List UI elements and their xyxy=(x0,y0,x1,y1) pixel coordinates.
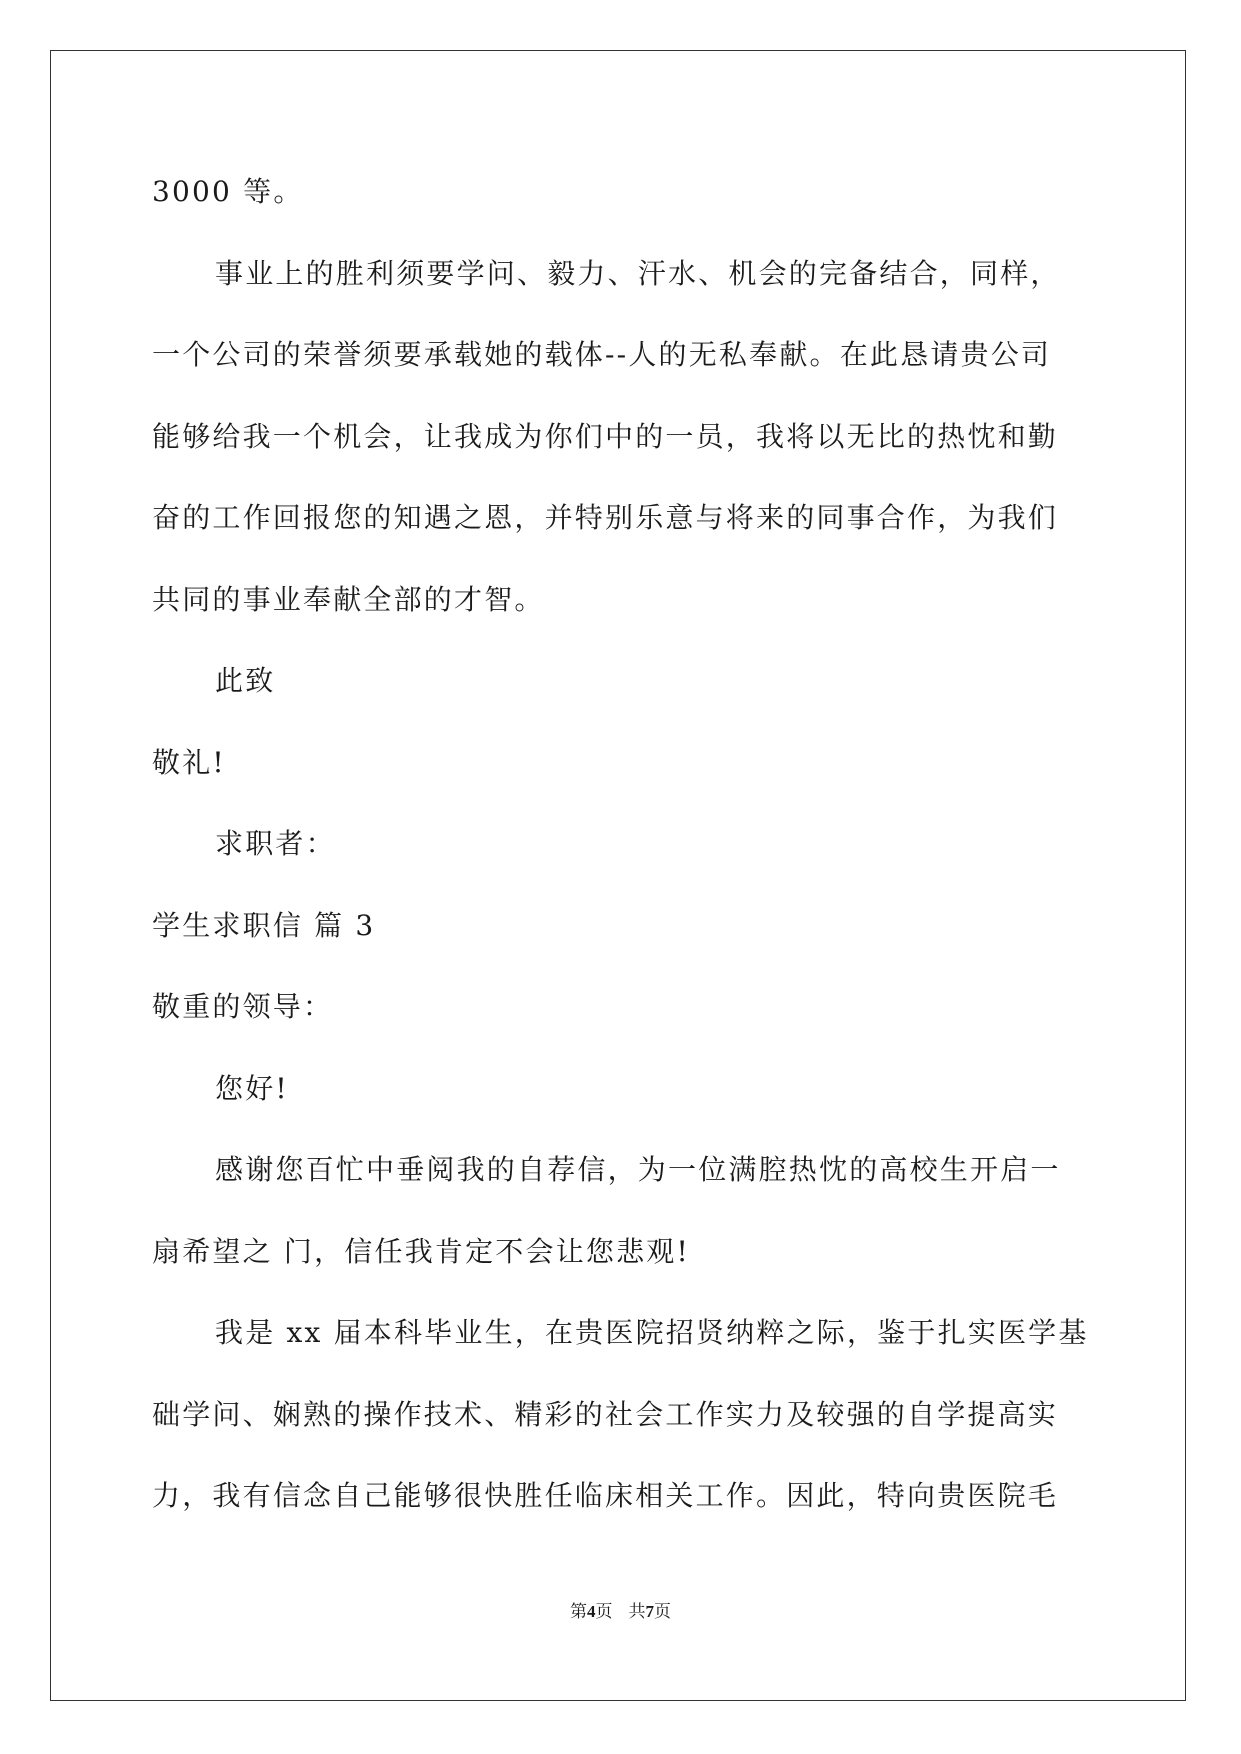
text-line: 3000 等。 xyxy=(152,175,304,208)
text-line: 事业上的胜利须要学问、毅力、汗水、机会的完备结合，同样， xyxy=(215,257,1061,290)
current-page-number: 4 xyxy=(587,1602,596,1621)
greeting: 您好! xyxy=(215,1072,289,1105)
closing-regards: 敬礼! xyxy=(152,746,226,779)
signature-line: 求职者： xyxy=(215,827,336,860)
footer-page-unit: 页 xyxy=(595,1602,613,1621)
text-line: 一个公司的荣誉须要承载她的载体--人的无私奉献。在此恳请贵公司 xyxy=(152,338,1052,371)
footer-total-prefix: 共 xyxy=(628,1602,646,1621)
text-line: 感谢您百忙中垂阅我的自荐信，为一位满腔热忱的高校生开启一 xyxy=(215,1153,1061,1186)
text-line: 础学问、娴熟的操作技术、精彩的社会工作实力及较强的自学提高实 xyxy=(152,1398,1059,1431)
page-border xyxy=(50,50,1186,1701)
text-line: 力，我有信念自己能够很快胜任临床相关工作。因此，特向贵医院毛 xyxy=(152,1479,1059,1512)
closing-salutation: 此致 xyxy=(215,664,276,697)
footer-total-unit: 页 xyxy=(654,1602,671,1621)
text-line: 我是 xx 届本科毕业生，在贵医院招贤纳粹之际，鉴于扎实医学基 xyxy=(215,1316,1089,1349)
footer-prefix: 第 xyxy=(570,1602,587,1621)
section-title: 学生求职信 篇 3 xyxy=(152,909,376,942)
text-line: 奋的工作回报您的知遇之恩，并特别乐意与将来的同事合作，为我们 xyxy=(152,501,1059,534)
total-page-count: 7 xyxy=(645,1602,654,1621)
text-line: 扇希望之 门，信任我肯定不会让您悲观! xyxy=(152,1235,690,1268)
text-line: 能够给我一个机会，让我成为你们中的一员，我将以无比的热忱和勤 xyxy=(152,420,1059,453)
page-footer xyxy=(0,1600,1241,1624)
recipient-salutation: 敬重的领导： xyxy=(152,990,334,1023)
text-line: 共同的事业奉献全部的才智。 xyxy=(152,583,545,616)
